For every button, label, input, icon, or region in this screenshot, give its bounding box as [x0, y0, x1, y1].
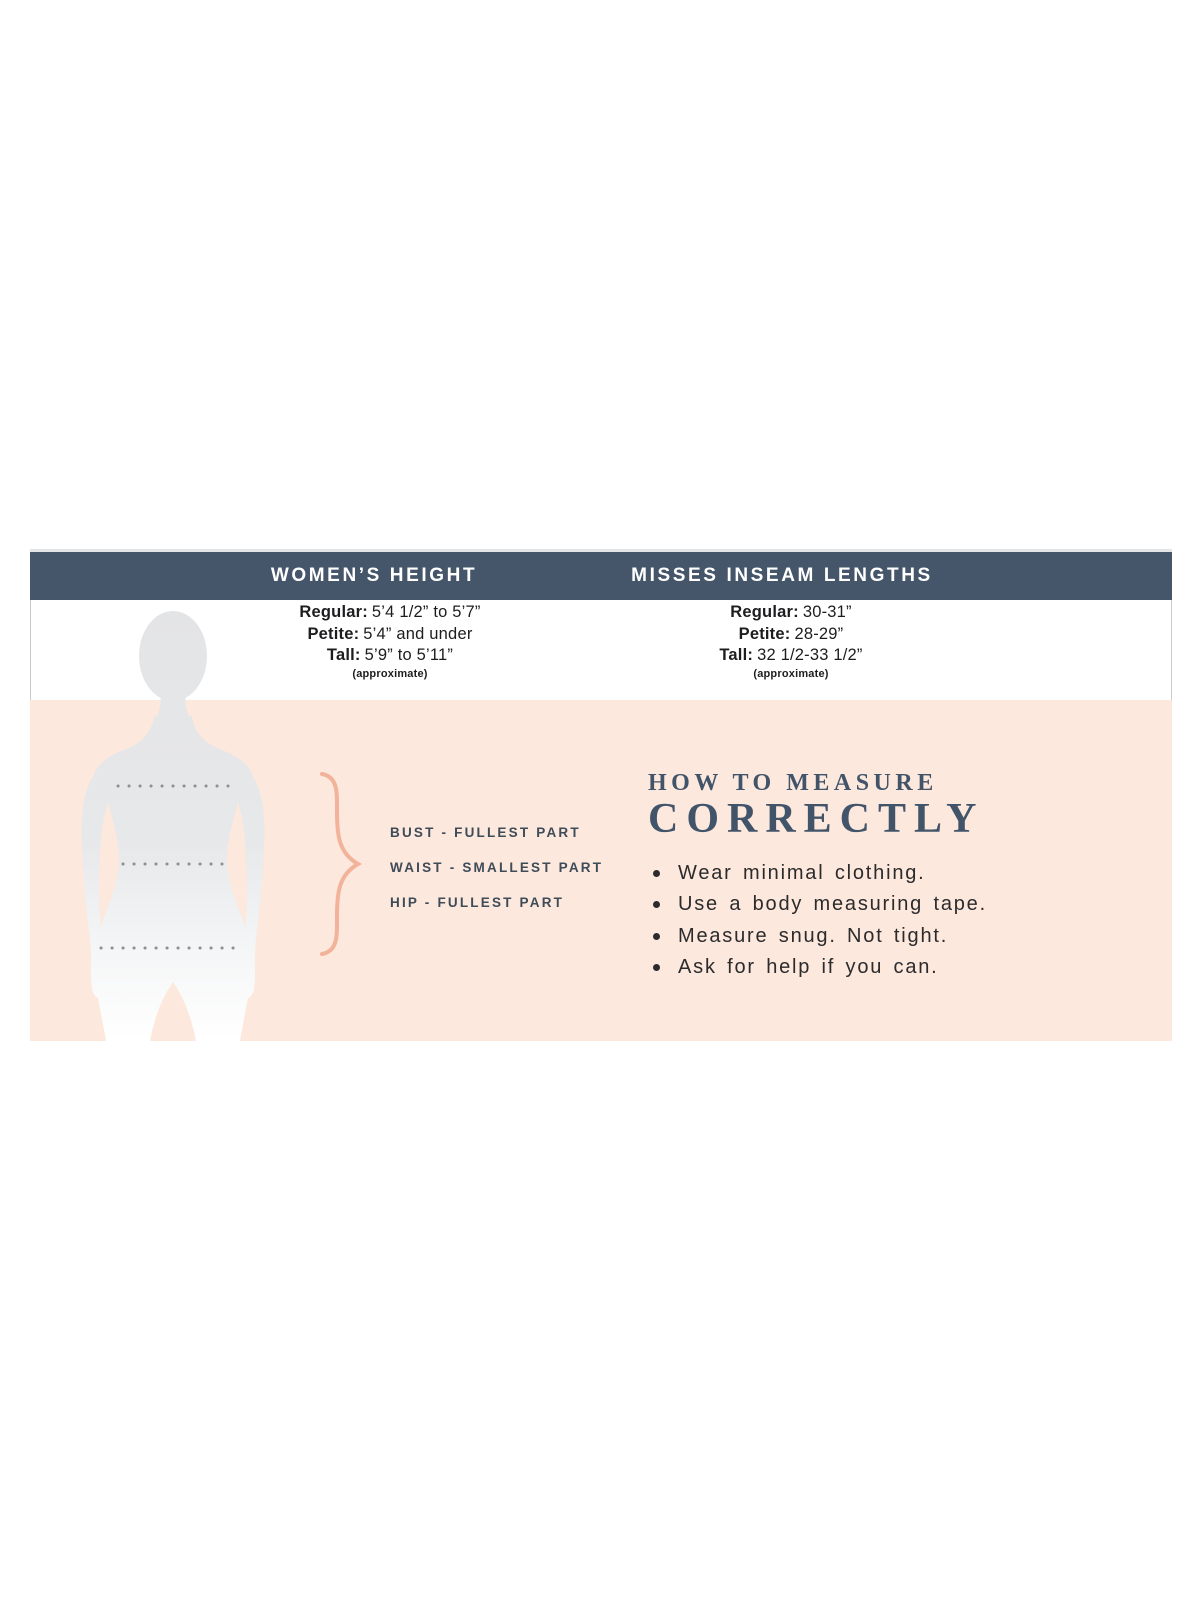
inseam-approximate-note: (approximate) — [753, 667, 829, 680]
measure-tip-item: Ask for help if you can. — [650, 952, 987, 983]
inseam-petite-value: 28-29” — [794, 624, 844, 643]
measure-tip-item: Wear minimal clothing. — [650, 858, 987, 889]
womens-height-header: WOMEN’S HEIGHT — [270, 565, 478, 586]
table-header-bar — [30, 552, 1172, 600]
size-guide-panel — [30, 549, 1172, 1041]
height-regular-line — [299, 602, 480, 624]
inseam-regular-value: 30-31” — [802, 603, 852, 621]
measure-tip-item: Measure snug. Not tight. — [650, 921, 987, 952]
how-to-measure-title-line2: CORRECTLY — [648, 796, 985, 842]
measure-tips-list — [650, 858, 987, 984]
inseam-regular-label: Regular: — [730, 603, 799, 621]
curly-brace-icon — [316, 770, 368, 958]
bust-measure-label: BUST - FULLEST PART — [390, 825, 581, 840]
height-petite-line — [299, 624, 480, 646]
measure-tip-item: Use a body measuring tape. — [650, 889, 987, 920]
height-petite-value: 5’4” and under — [363, 624, 473, 643]
female-figure-icon — [81, 611, 264, 1041]
height-petite-label: Petite: — [307, 624, 360, 643]
height-tall-line — [299, 645, 480, 667]
height-approximate-note: (approximate) — [352, 667, 428, 680]
how-to-measure-heading — [648, 770, 985, 843]
height-regular-value: 5’4 1/2” to 5’7” — [371, 603, 481, 621]
misses-inseam-specs — [719, 602, 862, 680]
inseam-tall-label: Tall: — [719, 646, 754, 664]
height-tall-value: 5’9” to 5’11” — [364, 646, 454, 664]
height-regular-label: Regular: — [299, 603, 368, 621]
womens-height-specs — [299, 602, 480, 680]
waist-measure-label: WAIST - SMALLEST PART — [390, 860, 604, 875]
inseam-petite-label: Petite: — [738, 624, 791, 643]
misses-inseam-header: MISSES INSEAM LENGTHS — [631, 565, 933, 586]
inseam-petite-line — [719, 624, 862, 646]
body-silhouette-illustration — [40, 600, 320, 1041]
hip-measure-label: HIP - FULLEST PART — [390, 895, 565, 910]
height-tall-label: Tall: — [326, 646, 361, 664]
inseam-tall-line — [719, 645, 862, 667]
inseam-tall-value: 32 1/2-33 1/2” — [757, 646, 863, 664]
inseam-regular-line — [719, 602, 862, 624]
how-to-measure-title-line1: HOW TO MEASURE — [648, 770, 938, 796]
